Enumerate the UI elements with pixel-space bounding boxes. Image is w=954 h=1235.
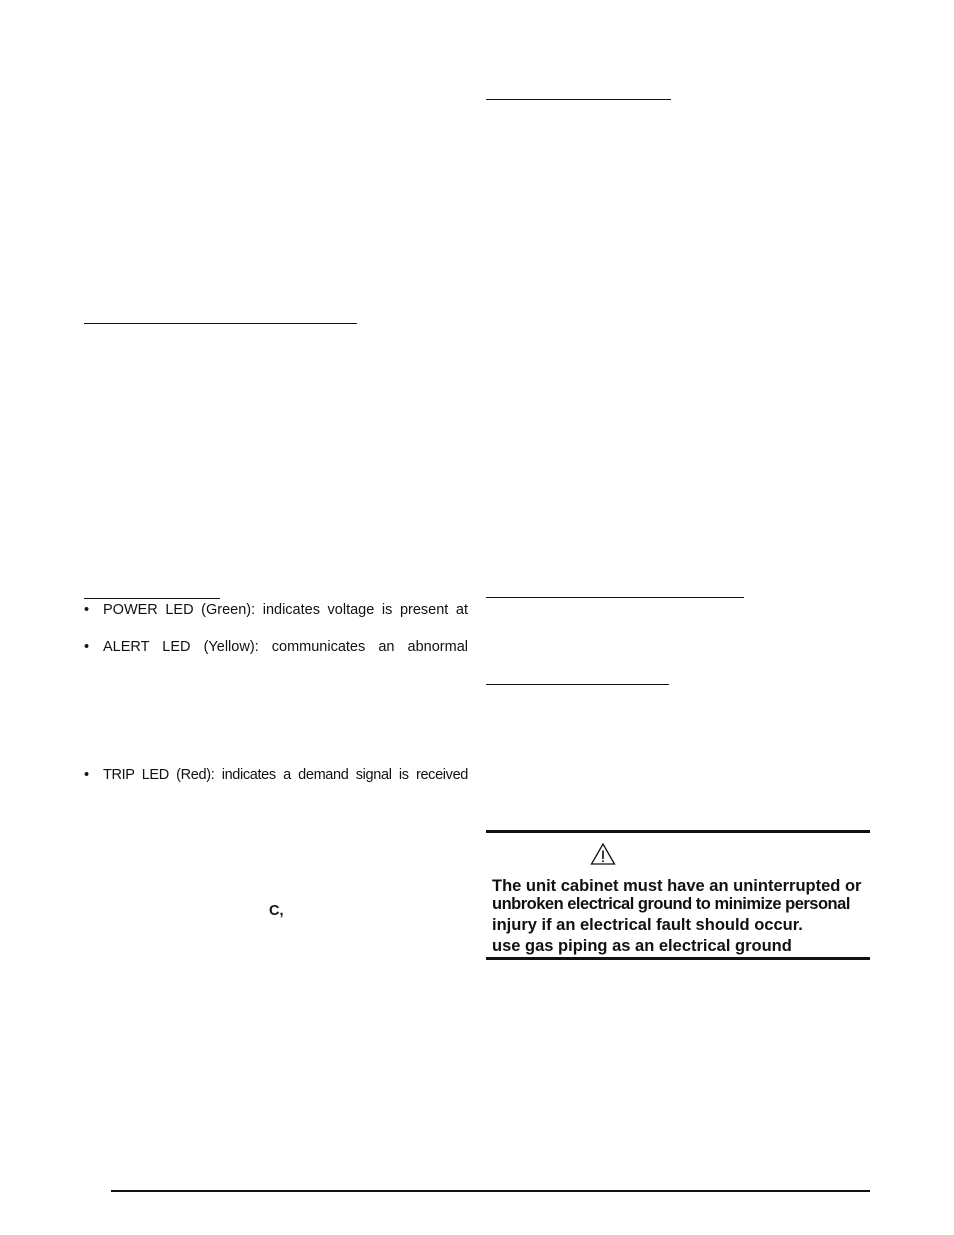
warning-text-line: The unit cabinet must have an uninterrupted or xyxy=(492,877,862,895)
warning-box xyxy=(486,830,870,960)
warning-text-line: use gas piping as an electrical ground xyxy=(492,937,792,955)
power-led-description: POWER LED (Green): indicates voltage is present at xyxy=(103,602,468,618)
warning-text-line: unbroken electrical ground to minimize personal xyxy=(492,895,850,913)
bullet-icon: • xyxy=(84,639,90,655)
warning-text-line: injury if an electrical fault should occur. xyxy=(492,916,803,934)
bullet-icon: • xyxy=(84,602,90,618)
text-fragment: C, xyxy=(269,903,284,919)
alert-led-description: ALERT LED (Yellow): communicates an abnormal xyxy=(103,639,468,655)
heading-underline xyxy=(84,323,357,324)
bullet-icon: • xyxy=(84,767,90,783)
heading-underline xyxy=(84,598,220,599)
heading-underline xyxy=(486,597,744,598)
heading-underline xyxy=(486,684,669,685)
footer-rule xyxy=(111,1190,870,1192)
heading-underline xyxy=(486,99,671,100)
trip-led-description: TRIP LED (Red): indicates a demand signal is received xyxy=(103,767,468,783)
warning-triangle-icon xyxy=(590,842,616,866)
